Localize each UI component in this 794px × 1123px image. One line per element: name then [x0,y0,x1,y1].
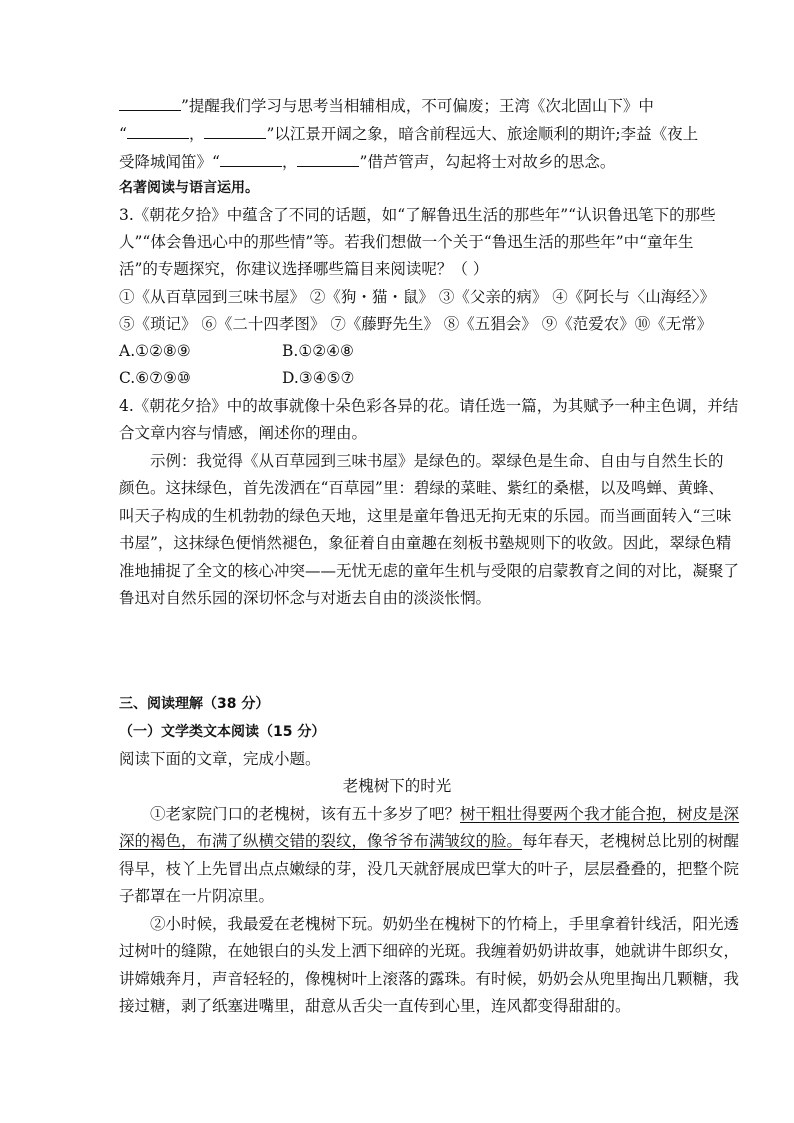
fill-in-line-1 [119,96,654,116]
fill-in-text: 受降城闻笛》“ [119,153,220,171]
option-c[interactable]: C.⑥⑦⑨⑩ [119,369,191,387]
q4-example-line: 书屋”，这抹绿色便悄然褪色，象征着自由童趣在刻板书塾规则下的收敛。因此，翠绿色精 [119,534,732,552]
subsection-heading-literary: （一）文学类文本阅读（15 分） [119,724,326,740]
answer-blank[interactable] [127,124,189,139]
fill-in-line-3 [119,152,615,172]
fill-in-text: “ [119,125,127,143]
section-heading-reading: 三、阅读理解（38 分） [119,696,270,712]
q3-option-row [282,368,354,388]
q3-choice-list: ①《从百草园到三味书屋》 ②《狗・猫・鼠》 ③《父亲的病》 ④《阿长与〈山海经〉》 [119,288,716,306]
paragraph-text: 每年春天，老槐树总比别的树醒 [522,832,740,850]
fill-in-text: ”借芦管声，勾起将士对故乡的思念。 [359,153,616,171]
article-p2-line: 接过糖，剥了纸塞进嘴里，甜意从舌尖一直传到心里，连风都变得甜甜的。 [119,997,631,1015]
fill-in-line-2 [119,124,698,144]
fill-in-text: ”以江景开阔之象，暗含前程远大、旅途顺利的期许;李益《夜上 [266,125,699,143]
instruction-text: 阅读下面的文章，完成小题。 [119,750,321,768]
answer-blank[interactable] [204,124,266,139]
q3-line: 活”的专题探究，你建议选择哪些篇目来阅读呢？（ ） [119,260,489,278]
section-heading-classics: 名著阅读与语言运用。 [119,180,259,196]
q4-line: 4.《朝花夕拾》中的故事就像十朵色彩各异的花。请任选一篇，为其赋予一种主色调，并结 [119,397,739,415]
answer-blank[interactable] [297,152,359,167]
article-p2-line: ②小时候，我最爱在老槐树下玩。奶奶坐在槐树下的竹椅上，手里拿着针线活，阳光透 [119,915,740,933]
q3-option-row [119,341,191,361]
option-a[interactable]: A.①②⑧⑨ [119,342,191,360]
article-title: 老槐树下的时光 [342,777,452,795]
q4-example-line: 示例：我觉得《从百草园到三味书屋》是绿色的。翠绿色是生命、自由与自然生长的 [119,452,724,470]
paragraph-text: ①老家院门口的老槐树，该有五十多岁了吧？ [119,805,461,823]
article-p1-line [119,804,739,824]
q4-example-line: 准地捕捉了全文的核心冲突——无忧无虑的童年生机与受限的启蒙教育之间的对比，凝聚了 [119,562,740,580]
option-d[interactable]: D.③④⑤⑦ [282,369,355,387]
q3-option-row [282,341,354,361]
q3-line: 3.《朝花夕拾》中蕴含了不同的话题，如“了解鲁迅生活的那些年”“认识鲁迅笔下的那些 [119,206,716,224]
article-p1-line: 子都罩在一片阴凉里。 [119,887,275,905]
q4-example-line: 鲁迅对自然乐园的深切怀念与对逝去自由的淡淡怅惘。 [119,589,492,607]
q4-line: 合文章内容与情感，阐述你的理由。 [119,424,368,442]
q3-option-row [119,368,191,388]
option-b[interactable]: B.①②④⑧ [282,342,354,360]
underlined-sentence: 深的褐色，布满了纵横交错的裂纹，像爷爷布满皱纹的脸。 [119,832,523,850]
article-p2-line: 讲嫦娥奔月，声音轻轻的，像槐树叶上滚落的露珠。有时候，奶奶会从兜里掏出几颗糖，我 [119,970,740,988]
q3-line: 人”“体会鲁迅心中的那些情”等。若我们想做一个关于“鲁迅生活的那些年”中“童年生 [119,233,694,251]
article-p2-line: 过树叶的缝隙，在她银白的头发上洒下细碎的光斑。我缠着奶奶讲故事，她就讲牛郎织女， [119,942,740,960]
article-p1-line: 得早，枝丫上先冒出点点嫩绿的芽，没几天就舒展成巴掌大的叶子，层层叠叠的，把整个院 [119,860,740,878]
answer-blank[interactable] [220,152,282,167]
fill-in-text: ”提醒我们学习与思考当相辅相成，不可偏废；王湾《次北固山下》中 [181,97,654,115]
fill-in-text: ， [188,125,205,143]
answer-blank[interactable] [119,96,181,111]
q4-example-line: 叫天子构成的生机勃勃的绿色天地，这里是童年鲁迅无拘无束的乐园。而当画面转入“三味 [119,507,732,525]
q3-choice-list: ⑤《琐记》 ⑥《二十四孝图》 ⑦《藤野先生》 ⑧《五猖会》 ⑨《范爱农》⑩《无常》 [119,315,713,333]
article-p1-line [119,831,739,851]
underlined-sentence: 树干粗壮得要两个我才能合抱，树皮是深 [460,805,740,823]
fill-in-text: ， [281,153,298,171]
q4-example-line: 颜色。这抹绿色，首先泼洒在“百草园”里：碧绿的菜畦、紫红的桑椹，以及鸣蝉、黄蜂、 [119,479,724,497]
